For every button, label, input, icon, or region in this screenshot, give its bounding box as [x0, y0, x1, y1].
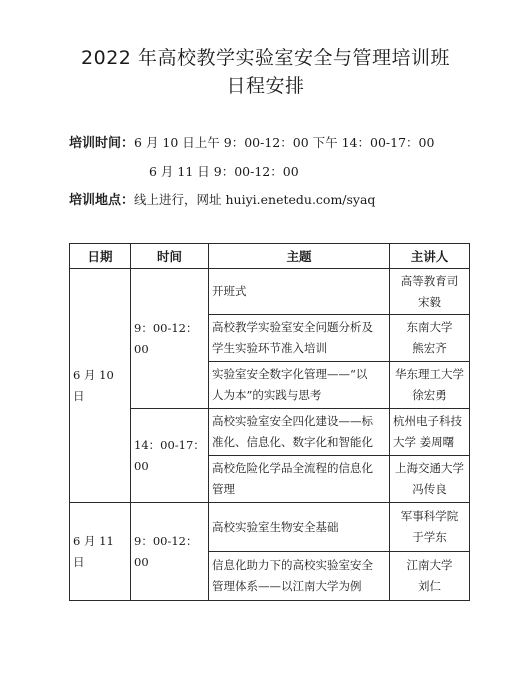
- header-time: 时间: [131, 244, 209, 269]
- training-place-label: 培训地点：: [69, 193, 135, 208]
- speaker-name: 于学东: [412, 530, 447, 544]
- speaker-org: 江南大学: [406, 558, 453, 572]
- page-subtitle: 日程安排: [226, 75, 305, 97]
- training-place-value: 线上进行，网址 huiyi.enetedu.com/syaq: [134, 192, 376, 207]
- speaker-cell: [390, 456, 470, 503]
- training-time-day2: [149, 164, 299, 180]
- speaker-org: 高等教育司: [400, 273, 459, 288]
- header-date: 日期: [70, 244, 131, 269]
- topic-cell: [209, 315, 390, 362]
- speaker-name: 冯传良: [412, 482, 447, 496]
- topic-text: 高校危险化学品全流程的信息化: [212, 461, 373, 475]
- speaker-name: 熊宏齐: [412, 341, 447, 355]
- speaker-cell: [390, 315, 470, 362]
- table-header-row: [70, 244, 470, 269]
- topic-cell: [209, 552, 390, 601]
- topic-text: 开班式: [212, 284, 247, 298]
- date-cell: 6 月 10 日: [70, 269, 131, 503]
- table-row: [70, 503, 470, 552]
- table-row: [70, 269, 470, 315]
- topic-text: 人为本”的实践与思考: [212, 388, 322, 402]
- speaker-org: 军事科学院: [400, 509, 459, 523]
- speaker-cell: [390, 409, 470, 456]
- time-cell: 14：00-17：00: [131, 409, 209, 503]
- page-title: 2022 年高校教学实验室安全与管理培训班: [81, 47, 450, 69]
- topic-text: 准化、信息化、数字化和智能化: [212, 435, 373, 449]
- speaker-org: 东南大学: [406, 320, 453, 334]
- speaker-cell: [390, 503, 470, 552]
- header-topic: 主题: [209, 244, 390, 269]
- topic-text: 高校教学实验室安全问题分析及: [212, 320, 373, 334]
- topic-text: 高校实验室生物安全基础: [212, 519, 339, 534]
- date-cell: 6 月 11 日: [70, 503, 131, 601]
- speaker-name: 宋毅: [418, 294, 441, 309]
- topic-cell: [209, 409, 390, 456]
- time-cell: 9：00-12：00: [131, 269, 209, 409]
- topic-cell: [209, 362, 390, 409]
- topic-cell: [209, 456, 390, 503]
- speaker-cell: [390, 269, 470, 315]
- training-place: [69, 192, 375, 209]
- topic-text: 学生实验环节准入培训: [212, 341, 327, 355]
- topic-text: 管理体系——以江南大学为例: [212, 579, 362, 593]
- training-time-value: 6 月 10 日上午 9：00-12：00 下午 14：00-17：00: [134, 135, 435, 150]
- training-time-value-2: 6 月 11 日 9：00-12：00: [149, 164, 299, 179]
- speaker-name: 徐宏勇: [412, 388, 447, 402]
- topic-text: 实验室安全数字化管理——“以: [212, 367, 368, 381]
- speaker-org: 杭州电子科技: [393, 414, 462, 428]
- speaker-name: 刘仁: [418, 579, 441, 593]
- topic-text: 高校实验室安全四化建设——标: [212, 414, 373, 428]
- speaker-cell: [390, 552, 470, 601]
- topic-text: 管理: [212, 482, 235, 496]
- topic-text: 信息化助力下的高校实验室安全: [212, 558, 373, 572]
- speaker-name: 大学 姜周曙: [393, 435, 455, 449]
- schedule-table: [69, 243, 470, 601]
- training-time-label: 培训时间：: [69, 136, 135, 151]
- time-cell: 9：00-12：00: [131, 503, 209, 601]
- training-time: [69, 135, 434, 152]
- topic-cell: [209, 269, 390, 315]
- header-speaker: 主讲人: [390, 244, 470, 269]
- topic-cell: [209, 503, 390, 552]
- speaker-org: 华东理工大学: [395, 367, 464, 381]
- speaker-cell: [390, 362, 470, 409]
- speaker-org: 上海交通大学: [395, 461, 464, 475]
